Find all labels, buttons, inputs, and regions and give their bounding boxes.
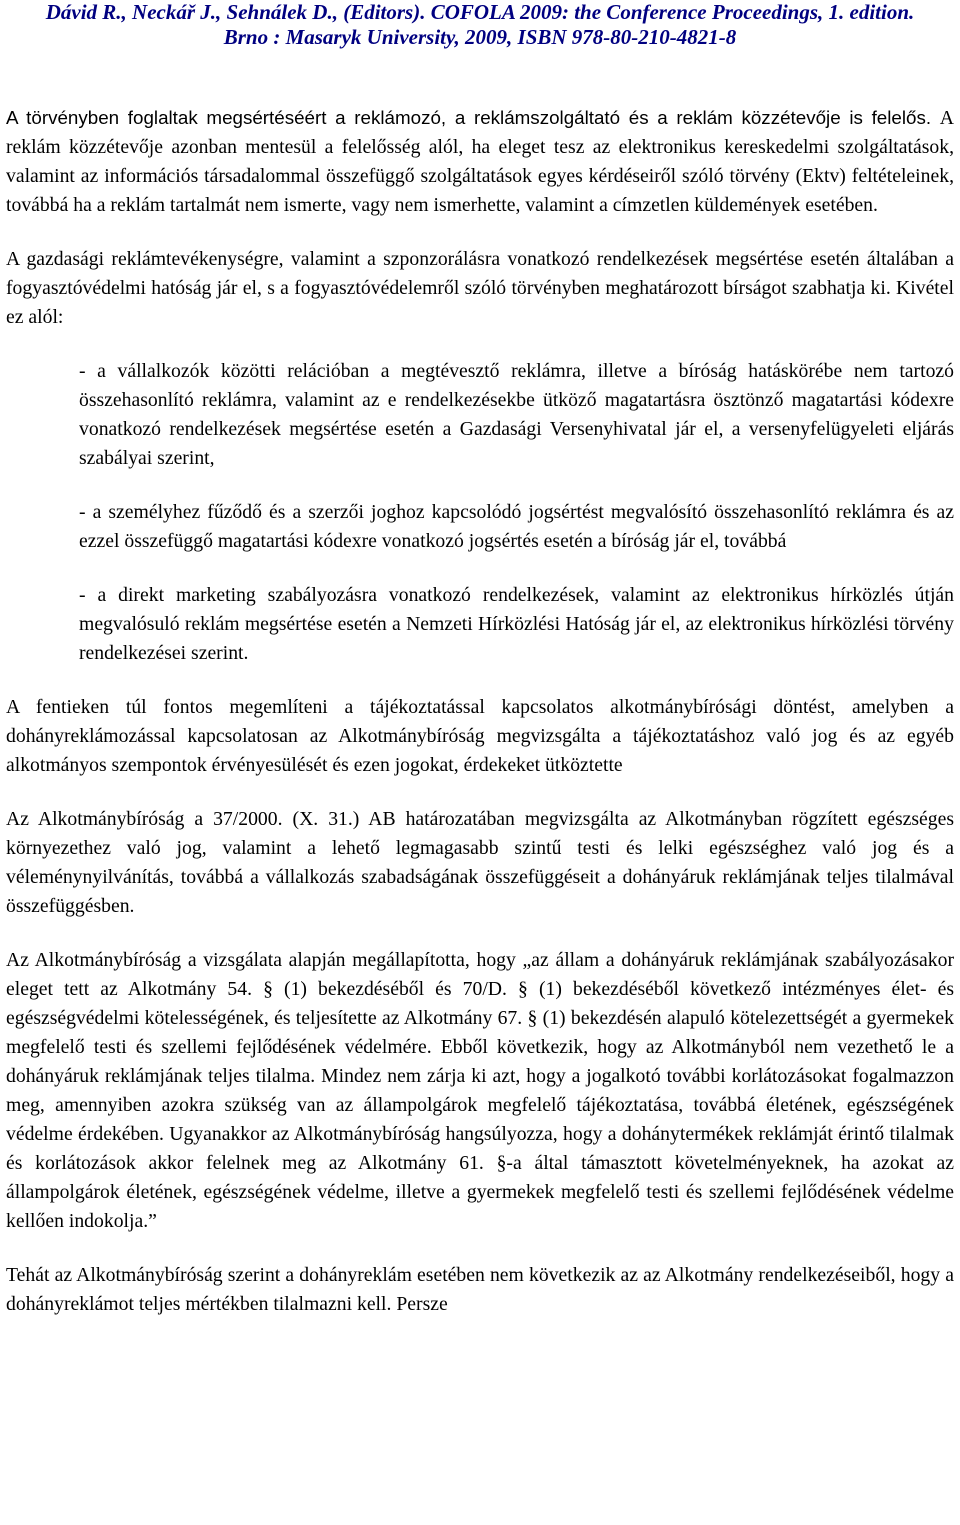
paragraph-liability-sans-part: A törvényben foglaltak megsértéséért a reklámozó, a reklámszolgáltató és a reklám közzétevője is felelős. xyxy=(6,107,940,128)
paragraph-ab-resolution: Az Alkotmánybíróság a 37/2000. (X. 31.) AB határozatában megvizsgálta az Alkotmányban rögzített egészséges környezethez való jog, valamint a lehető legmagasabb szintű testi és lelki egészséghez való jog és a véleménynyilvánítás, továbbá a vállalkozás szabadságának összefüggéseit a dohányáruk reklámjának teljes tilalmával összefüggésben. xyxy=(6,808,954,917)
document-body xyxy=(6,103,954,1319)
document-header xyxy=(0,0,960,52)
header-citation-line-1: Dávid R., Neckář J., Sehnálek D., (Editors). COFOLA 2009: the Conference Proceedings, 1. edition. xyxy=(45,0,915,24)
paragraph-court-findings: Az Alkotmánybíróság a vizsgálata alapján megállapította, hogy „az állam a dohányáruk reklámjának szabályozásakor eleget tett az Alkotmány 54. § (1) bekezdéséből és 70/D. § (1) bekezdéséből következő intézményes élet- és egészségvédelmi kötelességének, és teljesítette az Alkotmány 67. § (1) bekezdésén alapuló kötelezettségét a gyermekek megfelelő testi és szellemi fejlődésének védelmére. Ebből következik, hogy az Alkotmányból nem vezethető le a dohányáruk reklámjának teljes tilalma. Mindez nem zárja ki azt, hogy a jogalkotó további korlátozásokat fogalmazzon meg, amennyiben azokra szükség van az állampolgárok megfelelő tájékoztatása, továbbá életének, egészségének védelme érdekében. Ugyanakkor az Alkotmánybíróság hangsúlyozza, hogy a dohánytermékek reklámját érintő tilalmak és korlátozások akkor felelnek meg az Alkotmány 61. §-a által támasztott követelményeknek, ha azokat az állampolgárok életének, egészségének védelme, illetve a gyermekek megfelelő testi és szellemi fejlődésének védelme kellően indokolja.” xyxy=(6,949,954,1232)
paragraph-liability xyxy=(6,103,954,220)
paragraph-conclusion: Tehát az Alkotmánybíróság szerint a dohányreklám esetében nem következik az az Alkotmány rendelkezéseiből, hogy a dohányreklámot teljes mértékben tilalmazni kell. Persze xyxy=(6,1264,954,1315)
paragraph-constitutional-decision: A fentieken túl fontos megemlíteni a tájékoztatással kapcsolatos alkotmánybírósági döntést, amelyben a dohányreklámozással kapcsolatosan az Alkotmánybíróság megvizsgálta a tájékoztatáshoz való jog és az egyéb alkotmányos szempontok érvényesülését és ezen jogokat, érdekeket ütköztette xyxy=(6,696,954,776)
paragraph-liability-serif-part: A reklám közzétevője azonban mentesül a felelősség alól, ha eleget tesz az elektronikus kereskedelmi szolgáltatások, valamint az információs társadalommal összefüggő szolgáltatások egyes kérdéseiről szóló törvény (Ektv) feltételeinek, továbbá ha a reklám tartalmát nem ismerte, vagy nem ismerhette, valamint a címzetlen küldemények esetében. xyxy=(6,107,954,216)
list-item-competition-office: - a vállalkozók közötti relációban a megtévesztő reklámra, illetve a bíróság hatáskörébe nem tartozó összehasonlító reklámra, valamint az e rendelkezésekbe ütköző magatartásra ösztönző magatartási kódexre vonatkozó rendelkezések megsértése esetén a Gazdasági Versenyhivatal jár el, a versenyfelügyeleti eljárás szabályai szerint, xyxy=(79,360,954,469)
paragraph-enforcement: A gazdasági reklámtevékenységre, valamint a szponzorálásra vonatkozó rendelkezések megsértése esetén általában a fogyasztóvédelmi hatóság jár el, s a fogyasztóvédelemről szóló törvényben meghatározott bírságot szabhatja ki. Kivétel ez alól: xyxy=(6,248,954,328)
list-item-communications-authority: - a direkt marketing szabályozásra vonatkozó rendelkezések, valamint az elektronikus hírközlés útján megvalósuló reklám megsértése esetén a Nemzeti Hírközlési Hatóság jár el, az elektronikus hírközlési törvény rendelkezései szerint. xyxy=(79,584,954,664)
header-citation-line-2: Brno : Masaryk University, 2009, ISBN 978-80-210-4821-8 xyxy=(223,25,737,49)
list-item-court: - a személyhez fűződő és a szerzői joghoz kapcsolódó jogsértést megvalósító összehasonlító reklámra és az ezzel összefüggő magatartási kódexre vonatkozó jogsértés esetén a bíróság jár el, továbbá xyxy=(79,501,954,552)
